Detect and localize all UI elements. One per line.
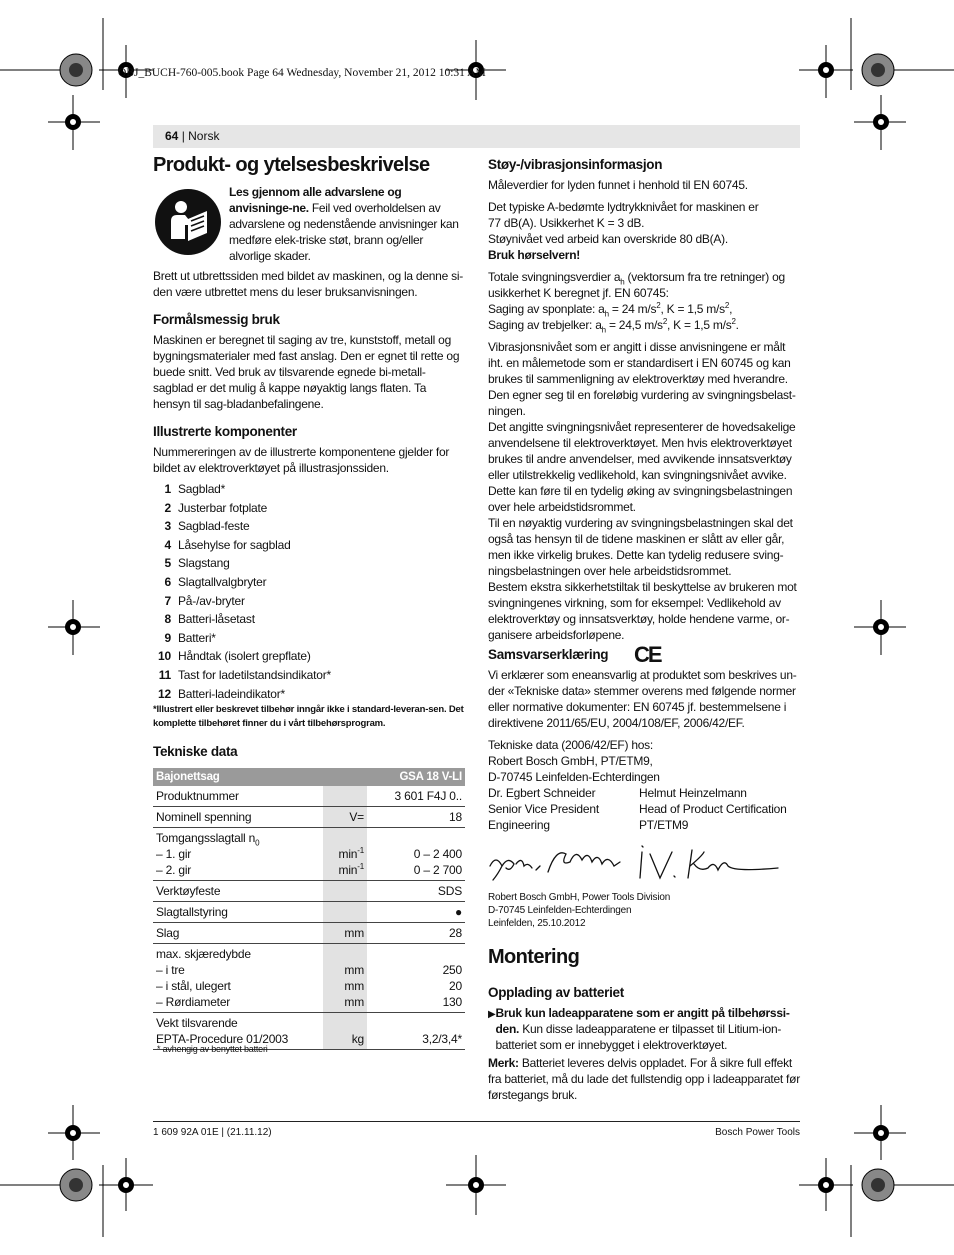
cell-unit: V= <box>323 807 367 828</box>
item-number: 12 <box>158 686 171 701</box>
item-label: Batteri* <box>178 630 216 645</box>
charging-heading: Opplading av batteriet <box>488 985 624 1000</box>
list-item <box>153 592 465 611</box>
intended-use-heading: Formålsmessig bruk <box>153 312 280 327</box>
item-label: Sagblad* <box>178 482 226 496</box>
components-note: *Illustrert eller beskrevet tilbehør inngår ikke i standard-leveran-sen. Det komplette tilbehøret finner du i vårt tilbehørsprogram. <box>153 704 464 729</box>
table-head-right: GSA 18 V-LI <box>367 768 465 786</box>
item-number: 2 <box>164 500 171 515</box>
item-number: 8 <box>164 612 171 627</box>
footer-brand: Bosch Power Tools <box>715 1127 800 1138</box>
footer-doc-number: 1 609 92A 01E | (21.11.12) <box>153 1127 272 1138</box>
cell-unit: mm mm mm <box>323 944 367 1013</box>
page-number: 64 <box>165 129 179 143</box>
components-heading: Illustrerte komponenter <box>153 424 297 439</box>
components-intro: Nummereringen av de illustrerte komponentene gjelder for bildet av elektroverktøyet på illustrasjonssiden. <box>153 445 450 475</box>
cell-label: Tomgangsslagtall $n_0$ – 1. gir – 2. gir <box>153 828 323 881</box>
intro-text: Brett ut utbrettssiden med bildet av maskinen, og la denne si-den være utbrettet mens du leser bruksanvisningen. <box>153 269 464 299</box>
noise-section: Måleverdier for lyden funnet i henhold til EN 60745. Det typiske A-bedømte lydtrykknivået for maskinen er 77 dB(A). Usikkerhet K = 3 dB. Støynivået ved arbeid kan overskride 80 dB(A). Bruk hørselvern! Totale svingningsverdier $a_h$ (vektorsum fra tre retninger) og usikkerhet K beregnet jf. EN 60745: Saging av sponplate: $a_h = 24$ $m/s^2$, K = 1,5 $m/s^2$, Saging av trebjelker: $a_h = 24,5$ $m/s^2$, K = 1,5 $m/s^2$. Vibrasjonsnivået som er angitt i disse anvisningene er målt iht. en målemetode som er standardisert i EN 60745 og kan brukes til sammenligning av elektroverktøy med hverandre. Den egner seg til en foreløbig vurdering av svingningsbelast-ningen. Det angitte svingningsnivået representerer de hovedsakelige anvendelsene til elektroverktøyet. Men hvis elektroverktøyet brukes til andre anvendelser, med avvikende innsatsverktøy eller utilstrekkelig vedlikehold, kan svingningsnivået avvike. Dette kan føre til en tydelig øking av svingningsbelastningen over hele arbeidstidsrommet. Til en nøyaktig vurdering av svingningsbelastningen skal det også tas hensyn til de tidene maskinen er slått av eller går, men ikke virkelig brukes. Dette kan tydelig redusere sving-ningsbelastningen over hele arbeidstidsrommet. Bestem ekstra sikkerhetstiltak til beskyttelse av brukeren mot svingningenes virkning, som for eksempel: Vedlikehold av elektroverktøy og innsatsverktøy, holde hendene varme, or-ganisere arbeidsforløpene. <box>488 178 797 642</box>
mounting-title: Montering <box>488 946 580 968</box>
cell-label: max. skjæredybde – i tre – i stål, ulegert – Rørdiameter <box>153 944 323 1013</box>
print-header: OBJ_BUCH-760-005.book Page 64 Wednesday, November 21, 2012 10:31 AM <box>118 67 486 79</box>
cell-unit <box>323 881 367 902</box>
cell-label: Vekt tilsvarende EPTA-Procedure 01/2003 <box>153 1013 323 1050</box>
table-row <box>153 923 465 944</box>
item-number: 4 <box>164 537 171 552</box>
list-item <box>153 536 465 555</box>
item-label: Tast for ladetilstandsindikator* <box>178 667 332 682</box>
cell-value: 28 <box>367 923 465 944</box>
footer-rule <box>153 1121 800 1122</box>
item-label: Justerbar fotplate <box>178 500 268 515</box>
noise-heading: Støy-/vibrasjonsinformasjon <box>488 157 663 172</box>
conformity-text: Vi erklærer som eneansvarlig at produktet som beskrives un-der «Tekniske data» stemmer overens med følgende normer eller normative dokumenter: EN 60745 jf. bestemmelsene i direktivene 2011/65/EU, 2004/108/EF, 2006/42/EF. Tekniske data (2006/42/EF) hos: Robert Bosch GmbH, PT/ETM9, D-70745 Leinfelden-Echterdingen <box>488 668 797 784</box>
table-row <box>153 944 465 1013</box>
charging-section: ▶ Bruk kun ladeapparatene som er angitt på tilbehørssi-den. Kun disse ladeapparatene er tilpasset til Litium-ion-batteriet som er innebygget i elektroverktøyet. Merk: Batteriet leveres delvis oppladet. For å sikre full effekt fra batteriet, må du lade det fullstendig opp i ladeapparatet før førstegangs bruk. <box>488 1006 800 1102</box>
list-item <box>153 480 465 499</box>
bullet-arrow-icon: ▶ <box>488 1009 496 1020</box>
cell-label: Slag <box>153 923 323 944</box>
table-row <box>153 881 465 902</box>
table-row <box>153 786 465 807</box>
table-row <box>153 902 465 923</box>
cell-unit <box>323 786 367 807</box>
item-number: 5 <box>164 556 171 571</box>
list-item <box>153 629 465 648</box>
item-label: Håndtak (isolert grepflate) <box>178 649 311 664</box>
running-header <box>153 125 800 148</box>
intended-use-text: Maskinen er beregnet til saging av tre, kunststoff, metall og bygningsmaterialer med fast anslag. Den er egnet til rette og buede snitt. Ved bruk av tilsvarende egnede bi-metall-sagblad er det mulig å kappe nøyaktig langs flaten. Ta hensyn til sag-bladanbefalingene. <box>153 333 460 411</box>
item-label: Slagtallvalgbryter <box>178 574 267 589</box>
section-name: | Norsk <box>178 129 220 143</box>
item-label: På-/av-bryter <box>178 593 245 608</box>
page-title: Produkt- og ytelsesbeskrivelse <box>153 154 430 176</box>
ce-mark: CE <box>634 642 661 667</box>
list-item <box>153 517 465 536</box>
list-item <box>153 499 465 518</box>
list-item <box>153 610 465 629</box>
cell-value: 3 601 F4J 0.. <box>367 786 465 807</box>
item-number: 6 <box>164 574 171 589</box>
cell-value: 0 – 2 400 0 – 2 700 <box>367 828 465 881</box>
list-item <box>153 647 465 666</box>
conformity-heading: Samsvarserklæring <box>488 647 609 662</box>
item-number: 10 <box>158 649 171 664</box>
cell-label: Slagtallstyring <box>153 902 323 923</box>
cell-label: Nominell spenning <box>153 807 323 828</box>
cell-value: 250 20 130 <box>367 944 465 1013</box>
table-footnote: * avhengig av benyttet batteri <box>157 1044 268 1054</box>
item-number: 7 <box>164 593 171 608</box>
list-item <box>153 666 465 685</box>
handwritten-signatures <box>488 842 788 887</box>
item-label: Batteri-låsetast <box>178 612 255 627</box>
table-head-left: Bajonettsag <box>153 768 367 786</box>
cell-value: 3,2/3,4* <box>367 1013 465 1050</box>
tech-data-heading: Tekniske data <box>153 744 238 759</box>
cell-value: SDS <box>367 881 465 902</box>
table-row <box>153 807 465 828</box>
list-item <box>153 554 465 573</box>
item-label: Slagstang <box>178 556 230 571</box>
issuer-address: Robert Bosch GmbH, Power Tools Division D-70745 Leinfelden-Echterdingen Leinfelden, 25.10.2012 <box>488 892 671 929</box>
cell-label: Verktøyfeste <box>153 881 323 902</box>
cell-unit: mm <box>323 923 367 944</box>
list-item <box>153 573 465 592</box>
item-label: Batteri-ladeindikator* <box>178 686 285 701</box>
components-list <box>153 480 465 703</box>
safety-warning: Les gjennom alle advarslene og anvisninge-ne. Feil ved overholdelsen av advarslene og nedenstående anvisninger kan medføre elek-triske støt, brann og/eller alvorlige skader. <box>229 185 459 263</box>
item-number: 1 <box>164 482 171 496</box>
item-label: Låsehylse for sagblad <box>178 537 291 552</box>
read-manual-icon <box>155 189 221 255</box>
table-row <box>153 828 465 881</box>
item-number: 11 <box>158 667 171 682</box>
item-number: 9 <box>164 630 171 645</box>
tech-data-table <box>153 768 465 1050</box>
cell-unit <box>323 902 367 923</box>
item-label: Sagblad-feste <box>178 519 250 534</box>
cell-value: ● <box>367 902 465 923</box>
cell-unit: kg <box>323 1013 367 1050</box>
cell-label: Produktnummer <box>153 786 323 807</box>
list-item <box>153 685 465 704</box>
item-number: 3 <box>164 519 171 534</box>
cell-unit: $\min^{-1}$ $\min^{-1}$ <box>323 828 367 881</box>
cell-value: 18 <box>367 807 465 828</box>
